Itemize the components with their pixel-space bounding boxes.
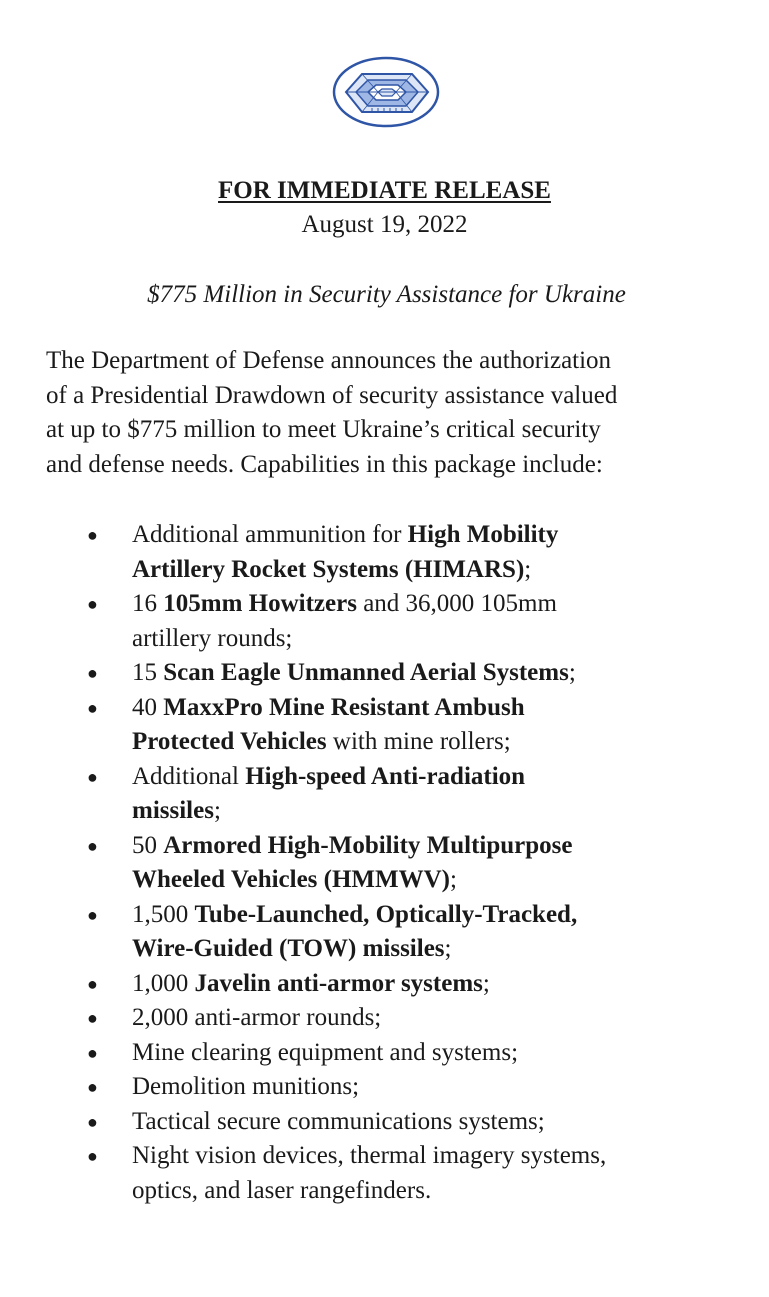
intro-line: of a Presidential Drawdown of security assistance valued xyxy=(46,381,618,409)
list-item: ● Additional High-speed Anti-radiation missiles; xyxy=(46,760,736,829)
list-item: ● 16 105mm Howitzers and 36,000 105mm artillery rounds; xyxy=(46,587,736,656)
release-heading: FOR IMMEDIATE RELEASE xyxy=(218,177,551,204)
intro-line: The Department of Defense announces the authorization xyxy=(46,347,612,374)
list-item: ● 2,000 anti-armor rounds; xyxy=(46,1001,736,1036)
bullet-icon: ● xyxy=(87,1077,98,1097)
bullet-icon: ● xyxy=(87,525,98,545)
intro-line: at up to $775 million to meet Ukraine’s critical security xyxy=(46,416,601,443)
intro-line: and defense needs. Capabilities in this package include: xyxy=(46,450,603,478)
bullet-icon: ● xyxy=(87,1008,98,1028)
list-item: ● 40 MaxxPro Mine Resistant Ambush Protected Vehicles with mine rollers; xyxy=(46,691,736,760)
bullet-icon: ● xyxy=(87,697,98,718)
bullet-icon: ● xyxy=(87,1042,98,1063)
bullet-icon: ● xyxy=(87,904,98,925)
bullet-icon: ● xyxy=(87,594,98,614)
bullet-icon: ● xyxy=(87,835,98,856)
bullet-icon: ● xyxy=(87,1146,98,1166)
list-item: ● 50 Armored High-Mobility Multipurpose Wheeled Vehicles (HMMWV); xyxy=(46,829,736,898)
intro-paragraph xyxy=(46,344,746,482)
release-date: August 19, 2022 xyxy=(301,211,468,238)
list-item: ● 1,500 Tube-Launched, Optically-Tracked, Wire-Guided (TOW) missiles; xyxy=(46,898,736,967)
list-item: ● Additional ammunition for High Mobility Artillery Rocket Systems (HIMARS); xyxy=(46,518,736,587)
pentagon-seal-icon xyxy=(332,56,440,128)
bullet-icon: ● xyxy=(87,766,98,787)
bullet-icon: ● xyxy=(87,973,98,994)
headline: $775 Million in Security Assistance for Ukraine xyxy=(147,281,626,308)
list-item: ● 1,000 Javelin anti-armor systems; xyxy=(46,967,736,1002)
bullet-icon: ● xyxy=(87,1111,98,1132)
bullet-icon: ● xyxy=(87,663,98,683)
list-item: ● Night vision devices, thermal imagery systems, optics, and laser rangefinders. xyxy=(46,1139,736,1208)
list-item: ● Mine clearing equipment and systems; xyxy=(46,1036,736,1071)
list-item: ● Demolition munitions; xyxy=(46,1070,736,1105)
list-item: ● 15 Scan Eagle Unmanned Aerial Systems; xyxy=(46,656,736,691)
list-item: ● Tactical secure communications systems; xyxy=(46,1105,736,1140)
capabilities-list xyxy=(46,518,736,1208)
